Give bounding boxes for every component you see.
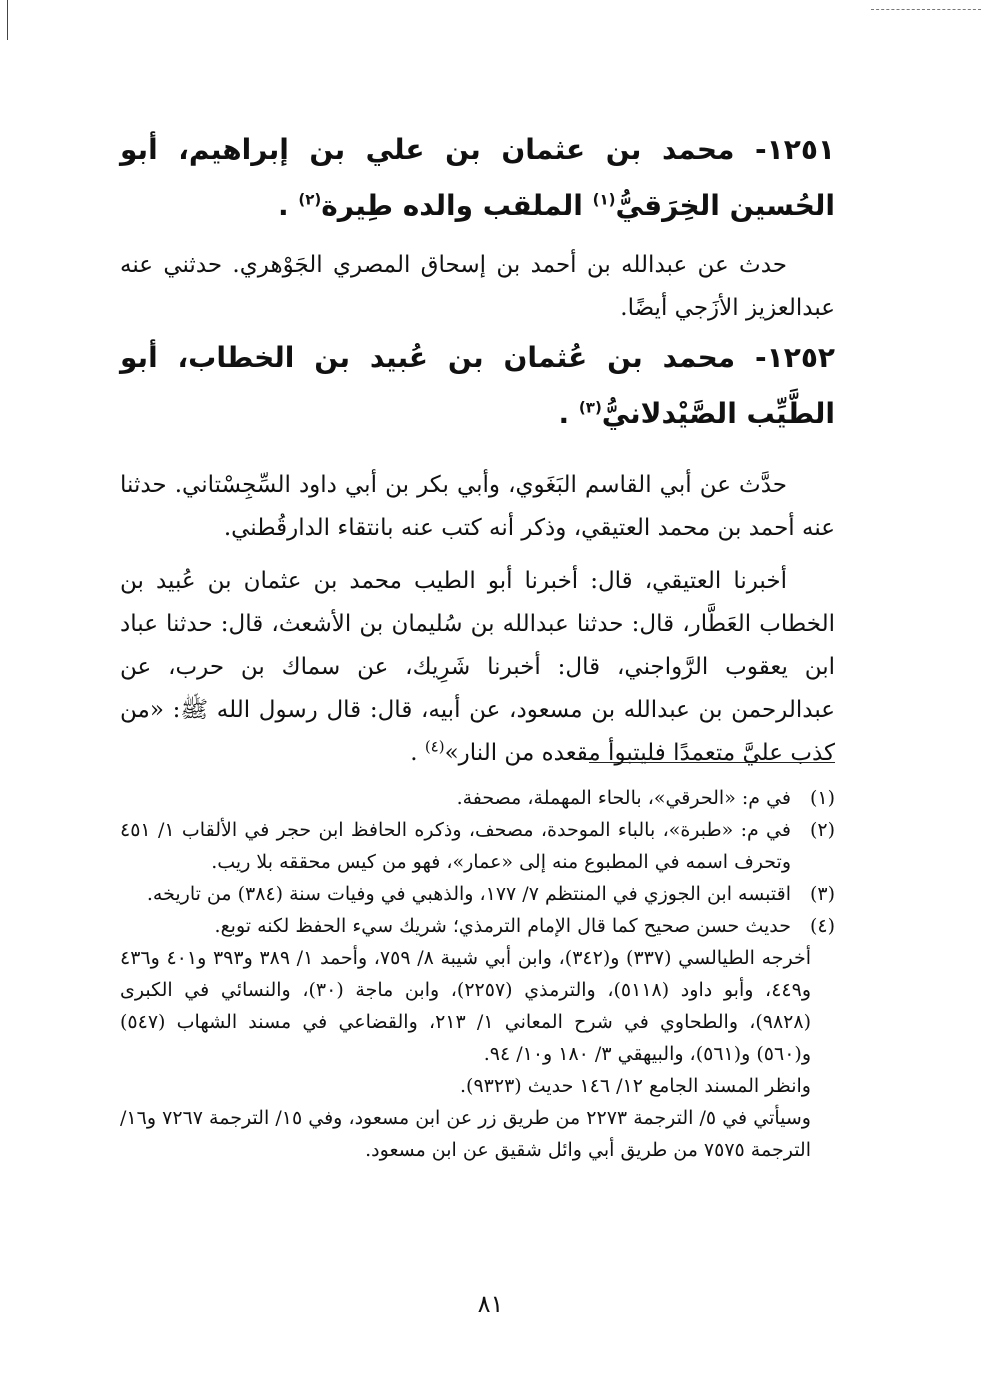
footnote-text <box>120 910 791 942</box>
footnote-line: وسيأتي في ٥/ الترجمة ٢٢٧٣ من طريق زر عن ابن مسعود، وفي ١٥/ الترجمة ٧٢٦٧ و١٦/ الترجمة ٧٥٧٥ من طريق أبي وائل شقيق عن ابن مسعود. <box>120 1107 811 1161</box>
footnote-number: (٤) <box>809 915 835 937</box>
footnote-text: في م: «الحرقي»، بالحاء المهملة، مصحفة. <box>456 787 791 809</box>
entry-paragraph <box>120 560 835 775</box>
footnote-number: (١) <box>809 787 835 809</box>
footnote-ref: (١) <box>592 190 616 209</box>
footnote-number: (٢) <box>809 819 835 841</box>
footnote-text: في م: «طبرة»، بالباء الموحدة، مصحف، وذكره الحافظ ابن حجر في الألقاب ١/ ٤٥١ وتحرف اسمه في المطبوع منه إلى «عمار»، فهو من كيس محققه بلا ريب. <box>120 819 791 873</box>
footnote-line: أخرجه الطيالسي (٣٣٧) و(٣٤٢)، وابن أبي شيبة ٨/ ٧٥٩، وأحمد ١/ ٣٨٩ و٣٩٣ و٤٠١ و٤٣٦ و٤٤٩، وأبو داود (٥١١٨)، والترمذي (٢٢٥٧)، وابن ماجة (٣٠)، والنسائي في الكبرى (٩٨٢٨)، والطحاوي في شرح المعاني ١/ ٢١٣، والقضاعي في مسند الشهاب (٥٤٧) و(٥٦٠) و(٥٦١)، والبيهقي ٣/ ١٨٠ و١٠/ ٩٤. <box>120 947 812 1065</box>
footnotes <box>120 782 835 1166</box>
scan-edge-mark <box>871 9 981 11</box>
footnote-text: اقتبسه ابن الجوزي في المنتظم ٧/ ١٧٧، والذهبي في وفيات سنة (٣٨٤) من تاريخه. <box>146 883 791 905</box>
footnote <box>120 782 835 814</box>
footnote-number: (٣) <box>809 883 835 905</box>
scan-edge-mark <box>7 0 8 40</box>
footnote-continuation <box>120 942 835 1166</box>
footnote-line: حديث حسن صحيح كما قال الإمام الترمذي؛ شريك سيء الحفظ لكنه توبع. <box>214 915 791 937</box>
footnote-line: وانظر المسند الجامع ١٢/ ١٤٦ حديث (٩٣٢٣). <box>460 1075 811 1097</box>
footnote <box>120 814 835 878</box>
entry-heading-text: ١٢٥١- محمد بن عثمان بن علي بن إبراهيم، أبو الحُسين الخِرَقيُّ <box>120 133 835 222</box>
footnote-ref: (٤) <box>424 737 445 756</box>
entry-heading-text: ١٢٥٢- محمد بن عُثمان بن عُبيد بن الخطاب، أبو الطَّيِّب الصَّيْدلانيُّ <box>120 341 835 430</box>
main-text <box>120 122 835 775</box>
footnote <box>120 910 835 942</box>
entry-paragraph: حدث عن عبدالله بن أحمد بن إسحاق المصري الجَوْهري. حدثني عنه عبدالعزيز الأزَجي أيضًا. <box>120 252 835 321</box>
footnote <box>120 878 835 910</box>
entry-heading <box>120 330 835 442</box>
entry-heading <box>120 122 835 234</box>
paragraph-end: . <box>410 740 425 766</box>
entry-paragraph: حدَّث عن أبي القاسم البَغَوي، وأبي بكر بن أبي داود السِّجِسْتاني. حدثنا عنه أحمد بن محمد العتيقي، وذكر أنه كتب عنه بانتقاء الدارقُطني. <box>120 472 835 541</box>
footnote-ref: (٣) <box>578 398 602 417</box>
entry-heading-end: . <box>558 397 579 430</box>
page-number: ٨١ <box>477 1290 504 1318</box>
entry-heading-text: الملقب والده طِيرة <box>321 189 593 222</box>
footnote-separator <box>589 762 835 763</box>
hadith-text: أخبرنا العتيقي، قال: أخبرنا أبو الطيب محمد بن عثمان بن عُبيد بن الخطاب العَطَّار، قال: حدثنا عبدالله بن سُليمان بن الأشعث، قال: حدثنا عباد ابن يعقوب الرَّواجني، قال: أخبرنا شَرِيك، عن سماك بن حرب، عن عبدالرحمن بن عبدالله بن مسعود، عن أبيه، قال: قال رسول الله ﷺ: «من كذب عليَّ متعمدًا فليتبوأ مقعده من النار» <box>120 568 835 766</box>
footnote-ref: (٢) <box>298 190 322 209</box>
entry-heading-end: . <box>278 189 299 222</box>
